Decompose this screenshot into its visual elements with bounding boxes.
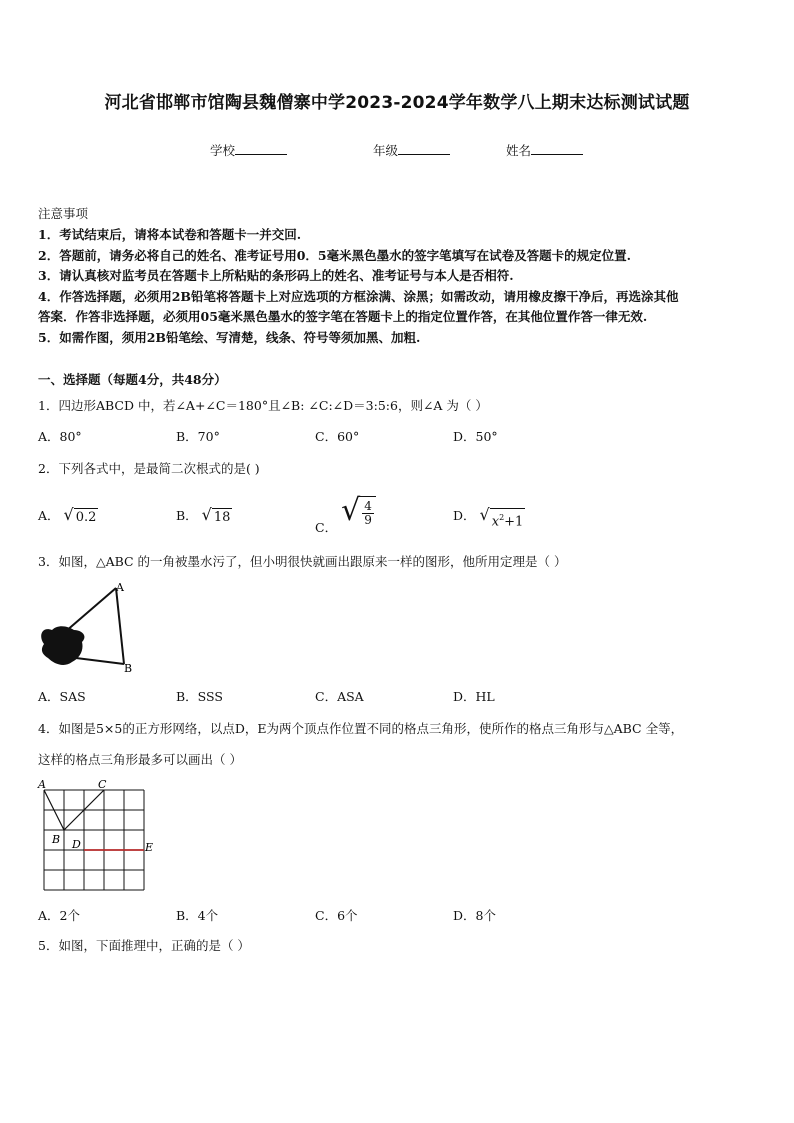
q4-option-a: A．2个 bbox=[38, 908, 80, 923]
q3-side-ab bbox=[116, 588, 124, 664]
school-label: 学校 bbox=[210, 143, 236, 158]
q4-point-b-label: B bbox=[52, 833, 61, 846]
q4-point-a-label: A bbox=[38, 778, 46, 791]
q3-vertex-a-label: A bbox=[116, 581, 124, 594]
notice-item: 2．答题前，请务必将自己的姓名、准考证号用0．5毫米黑色墨水的签字笔填写在试卷及答题卡的规定位置. bbox=[38, 248, 631, 263]
q4-option-b: B．4个 bbox=[176, 908, 219, 923]
grade-field bbox=[373, 141, 450, 159]
q2-option-b bbox=[176, 506, 232, 525]
q2-option-b-radicand: 18 bbox=[213, 510, 231, 525]
q4-point-e-label: E bbox=[145, 841, 154, 854]
q2-option-c-radical: √ $\frac{4}{9}$ bbox=[341, 494, 376, 528]
q2-option-c bbox=[315, 493, 376, 535]
q4-grid-figure bbox=[34, 776, 164, 894]
notice-item: 1．考试结束后，请将本试卷和答题卡一并交回. bbox=[38, 227, 302, 242]
notice-item: 4．作答选择题，必须用2B铅笔将答题卡上对应选项的方框涂满、涂黑；如需改动，请用橡皮擦干净后，再选涂其他 bbox=[38, 289, 679, 304]
question-5-stem: 5．如图，下面推理中，正确的是（ ） bbox=[38, 938, 250, 953]
school-field bbox=[210, 141, 287, 159]
q2-option-b-radical: √ 18 bbox=[201, 505, 231, 525]
question-2-stem: 2．下列各式中，是最简二次根式的是( ) bbox=[38, 461, 260, 476]
q2-option-b-label: B． bbox=[176, 508, 198, 523]
notice-item: 5．如需作图，须用2B铅笔绘、写清楚，线条、符号等须加黑、加粗. bbox=[38, 330, 421, 345]
q2-option-a-label: A． bbox=[38, 508, 60, 523]
q2-option-c-numerator: 4 bbox=[364, 499, 372, 513]
q4-option-d: D．8个 bbox=[453, 908, 496, 923]
q1-option-d: D．50° bbox=[453, 429, 498, 444]
grade-blank bbox=[398, 142, 450, 155]
school-blank bbox=[235, 142, 287, 155]
q3-triangle-figure bbox=[36, 578, 136, 678]
q3-vertex-b-label: B bbox=[124, 662, 133, 675]
q1-option-c: C．60° bbox=[315, 429, 360, 444]
section-heading: 一、选择题（每题4分，共48分） bbox=[38, 372, 227, 387]
notice-item: 3．请认真核对监考员在答题卡上所粘贴的条形码上的姓名、准考证号与本人是否相符. bbox=[38, 268, 514, 283]
question-4-stem-line-2: 这样的格点三角形最多可以画出（ ） bbox=[38, 752, 242, 767]
notice-heading: 注意事项 bbox=[38, 206, 89, 221]
q4-option-c: C．6个 bbox=[315, 908, 358, 923]
q4-point-d-label: D bbox=[72, 838, 81, 851]
q2-option-c-fraction bbox=[362, 500, 374, 527]
grade-label: 年级 bbox=[373, 143, 399, 158]
q3-option-a: A．SAS bbox=[38, 689, 86, 704]
name-label: 姓名 bbox=[506, 143, 532, 158]
question-1-stem: 1．四边形ABCD 中，若∠A+∠C＝180°且∠B: ∠C:∠D＝3:5:6，则∠A 为（ ） bbox=[38, 398, 488, 413]
name-blank bbox=[531, 142, 583, 155]
q4-point-c-label: C bbox=[98, 778, 107, 791]
q2-option-a-radical: √ 0.2 bbox=[63, 505, 97, 525]
q2-option-a bbox=[38, 506, 98, 525]
page-title: 河北省邯郸市馆陶县魏僧寨中学2023-2024学年数学八上期末达标测试试题 bbox=[104, 93, 690, 113]
q2-option-d-constant: +1 bbox=[504, 514, 524, 530]
q2-option-d-label: D． bbox=[453, 508, 476, 523]
q2-option-c-denominator: 9 bbox=[364, 513, 372, 527]
q2-option-d-variable: x bbox=[491, 514, 500, 530]
notice-item: 答案．作答非选择题，必须用05毫米黑色墨水的签字笔在答题卡上的指定位置作答，在其他位置作答一律无效. bbox=[38, 309, 648, 324]
q2-option-d bbox=[453, 506, 525, 529]
q3-side-bc bbox=[76, 658, 124, 664]
q3-option-d: D．HL bbox=[453, 689, 495, 704]
q3-option-b: B．SSS bbox=[176, 689, 223, 704]
q1-option-b: B．70° bbox=[176, 429, 220, 444]
question-4-stem-line-1: 4．如图是5×5的正方形网络，以点D，E为两个顶点作位置不同的格点三角形，使所作的格点三角形与△ABC 全等， bbox=[38, 721, 684, 736]
q2-option-d-exponent: 2 bbox=[499, 513, 505, 522]
name-field bbox=[506, 141, 583, 159]
q2-option-a-radicand: 0.2 bbox=[75, 510, 97, 525]
q1-option-a: A．80° bbox=[38, 429, 82, 444]
q3-option-c: C．ASA bbox=[315, 689, 364, 704]
q2-option-c-label: C． bbox=[315, 520, 338, 535]
q2-option-d-radical: √ $x^2+1$ bbox=[479, 505, 524, 530]
question-3-stem: 3．如图，△ABC 的一角被墨水污了，但小明很快就画出跟原来一样的图形，他所用定理是（ ） bbox=[38, 554, 567, 569]
